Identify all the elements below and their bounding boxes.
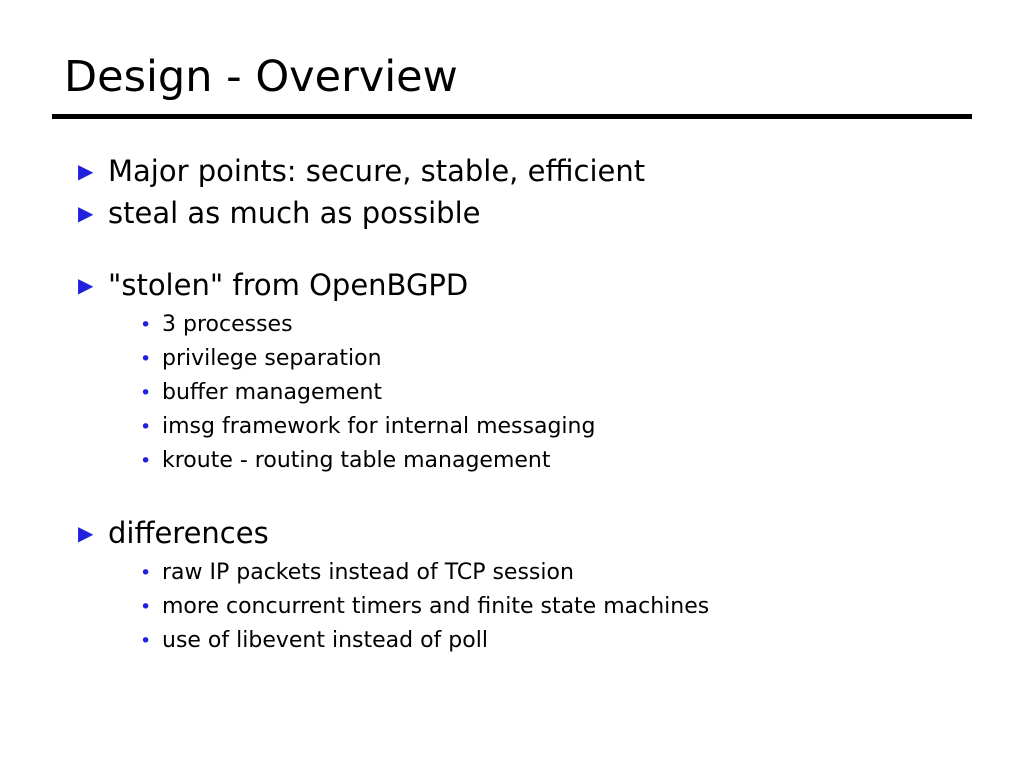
list-item-label: steal as much as possible (108, 196, 481, 230)
list-item-label: privilege separation (162, 346, 382, 371)
dot-bullet-icon: • (140, 596, 152, 618)
list-item (72, 150, 992, 192)
list-item (108, 556, 992, 590)
list-item (108, 342, 992, 376)
sub-bullet-list-differences (108, 556, 992, 658)
sub-bullet-list-stolen (108, 308, 992, 478)
bullet-list-stolen (72, 264, 992, 478)
dot-bullet-icon: • (140, 562, 152, 584)
list-item (72, 264, 992, 478)
triangle-bullet-icon: ▶ (78, 159, 94, 183)
list-item (72, 192, 992, 234)
bullet-list-top (72, 150, 992, 234)
dot-bullet-icon: • (140, 382, 152, 404)
list-item-label: kroute - routing table management (162, 448, 551, 473)
list-item-label: use of libevent instead of poll (162, 628, 488, 653)
dot-bullet-icon: • (140, 630, 152, 652)
list-item-label: 3 processes (162, 312, 293, 337)
list-item-label: buffer management (162, 380, 383, 405)
triangle-bullet-icon: ▶ (78, 201, 94, 225)
list-item-label: differences (108, 516, 269, 550)
list-item-label: Major points: secure, stable, efficient (108, 154, 646, 188)
bullet-list-differences (72, 512, 992, 658)
spacer (72, 234, 992, 264)
dot-bullet-icon: • (140, 416, 152, 438)
title-divider (52, 114, 972, 119)
list-item-label: raw IP packets instead of TCP session (162, 560, 574, 585)
dot-bullet-icon: • (140, 348, 152, 370)
list-item (108, 376, 992, 410)
list-item (108, 308, 992, 342)
list-item-label: "stolen" from OpenBGPD (108, 268, 469, 302)
triangle-bullet-icon: ▶ (78, 273, 94, 297)
list-item-label: more concurrent timers and finite state machines (162, 594, 710, 619)
spacer (72, 478, 992, 512)
list-item (108, 624, 992, 658)
list-item (72, 512, 992, 658)
dot-bullet-icon: • (140, 314, 152, 336)
list-item (108, 590, 992, 624)
list-item-label: imsg framework for internal messaging (162, 414, 596, 439)
list-item (108, 444, 992, 478)
dot-bullet-icon: • (140, 450, 152, 472)
triangle-bullet-icon: ▶ (78, 521, 94, 545)
slide-content (72, 150, 992, 658)
list-item (108, 410, 992, 444)
page-title: Design - Overview (64, 52, 458, 102)
